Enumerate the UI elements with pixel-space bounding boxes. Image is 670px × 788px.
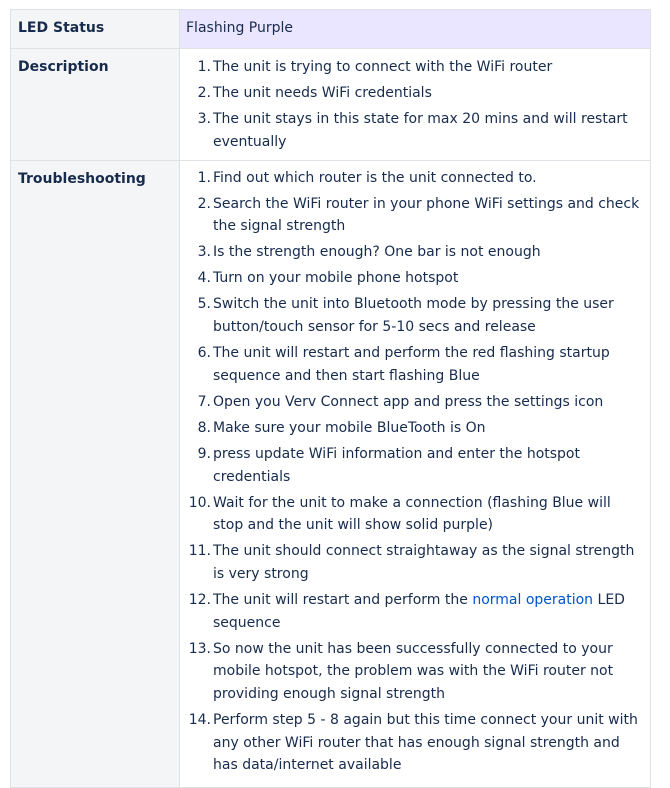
led-status-value: Flashing Purple: [180, 10, 651, 49]
list-item: 10. Wait for the unit to make a connection (flashing Blue will stop and the unit will show solid purple): [188, 494, 611, 534]
description-row: [11, 49, 651, 161]
list-item: 1. The unit is trying to connect with the WiFi router: [197, 59, 553, 75]
list-item: 2. The unit needs WiFi credentials: [197, 85, 432, 101]
list-item: 8. Make sure your mobile BlueTooth is On: [197, 419, 486, 436]
led-status-label: LED Status: [11, 10, 180, 49]
description-cell: [180, 49, 651, 161]
led-status-table: [10, 9, 651, 788]
troubleshooting-label: Troubleshooting: [11, 160, 180, 788]
led-status-row: [11, 10, 651, 49]
item-text: The unit will restart and perform the: [213, 591, 473, 608]
list-item: 5. Switch the unit into Bluetooth mode by pressing the user button/touch sensor for 5-10 secs and release: [197, 296, 614, 336]
list-item: 4. Turn on your mobile phone hotspot: [197, 270, 459, 287]
list-item: 9. press update WiFi information and enter the hotspot credentials: [197, 445, 580, 485]
troubleshooting-cell: [180, 160, 651, 788]
list-item: 3. The unit stays in this state for max 20 mins and will restart eventually: [197, 111, 628, 150]
list-item: 2. Search the WiFi router in your phone WiFi settings and check the signal strength: [197, 195, 640, 235]
item-text: LED sequence: [213, 591, 625, 631]
troubleshooting-row: [11, 160, 651, 788]
list-item: 11. The unit should connect straightaway as the signal strength is very strong: [188, 543, 635, 582]
list-item: 6. The unit will restart and perform the red flashing startup sequence and then start flashing Blue: [197, 345, 610, 384]
list-item: 14. Perform step 5 - 8 again but this time connect your unit with any other WiFi router that has enough signal strength and has data/internet available: [188, 712, 638, 774]
list-item: 1. Find out which router is the unit connected to.: [197, 169, 537, 186]
list-item: 3. Is the strength enough? One bar is not enough: [197, 244, 541, 261]
list-item: 7. Open you Verv Connect app and press the settings icon: [197, 393, 604, 410]
normal-operation-link[interactable]: normal operation: [472, 591, 594, 608]
troubleshooting-list: [186, 167, 640, 777]
description-label: Description: [11, 49, 180, 161]
list-item: 13. So now the unit has been successfully connected to your mobile hotspot, the problem was with the WiFi router not providing enough signal strength: [188, 640, 614, 703]
list-item: 12. The unit will restart and perform the normal operation LED sequence: [188, 591, 625, 631]
description-list: [186, 56, 640, 153]
